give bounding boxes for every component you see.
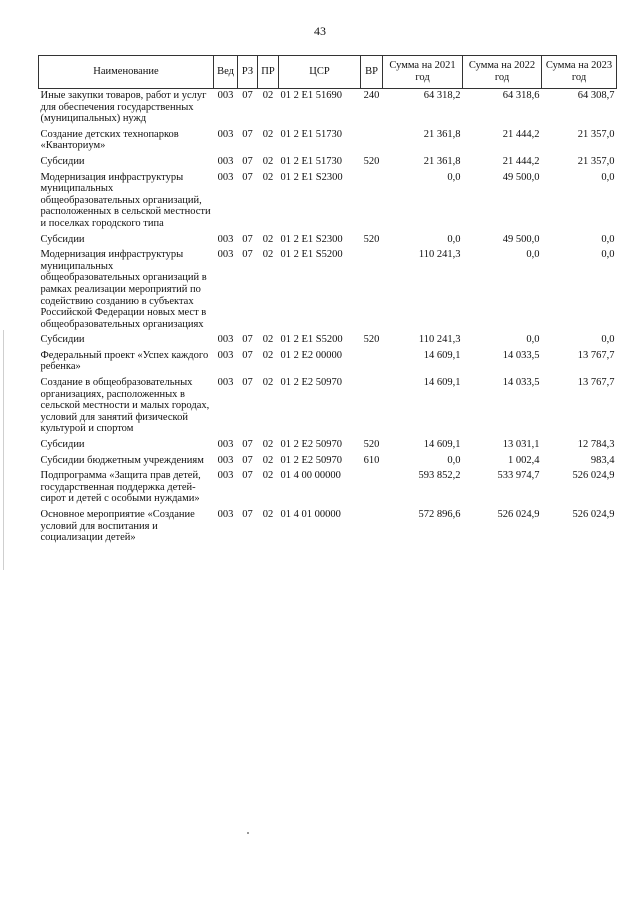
row-sum-2023: 0,0 [601, 233, 615, 245]
row-pr: 02 [262, 454, 274, 466]
row-sum-2021: 110 241,3 [418, 249, 461, 261]
row-pr: 02 [262, 470, 274, 482]
row-name: Субсидии бюджетным учреждениям [40, 454, 204, 466]
row-sum-2021: 21 361,8 [423, 155, 461, 167]
header-pr: ПР [258, 56, 279, 89]
table-body [39, 89, 617, 547]
row-rz: 07 [242, 454, 253, 466]
table-row [39, 454, 617, 470]
row-ved: 003 [217, 171, 234, 183]
row-sum-2021: 0,0 [447, 454, 461, 466]
row-vr: 520 [363, 334, 380, 346]
table-row [39, 349, 617, 376]
row-sum-2021: 14 609,1 [423, 349, 461, 361]
row-sum-2023: 0,0 [601, 171, 615, 183]
row-sum-2023: 12 784,3 [577, 439, 615, 451]
header-csr: ЦСР [279, 56, 361, 89]
row-pr: 02 [262, 90, 274, 101]
scan-speck [247, 832, 249, 834]
row-sum-2022: 14 033,5 [502, 349, 540, 361]
row-rz: 07 [242, 470, 253, 482]
header-vr: ВР [361, 56, 383, 89]
row-name: Подпрограмма «Защита прав детей, государственная поддержка детей-сирот и детей с особыми нуждами» [40, 470, 201, 505]
page-number: 43 [314, 24, 326, 38]
row-sum-2022: 0,0 [526, 334, 540, 346]
row-vr [361, 171, 383, 233]
row-sum-2022: 13 031,1 [502, 439, 540, 451]
row-sum-2021: 64 318,2 [423, 90, 461, 101]
row-ved: 003 [217, 233, 234, 245]
table-row [39, 233, 617, 249]
row-ved: 003 [217, 334, 234, 346]
row-ved: 003 [217, 349, 234, 361]
row-sum-2023: 21 357,0 [577, 155, 615, 167]
row-rz: 07 [242, 439, 253, 451]
row-sum-2022: 49 500,0 [502, 171, 540, 183]
row-pr: 02 [262, 233, 274, 245]
row-ved: 003 [217, 470, 234, 482]
row-pr: 02 [262, 155, 274, 167]
row-vr [361, 376, 383, 438]
row-csr: 01 4 01 00000 [280, 509, 341, 520]
row-vr: 520 [363, 233, 380, 245]
row-sum-2023: 526 024,9 [572, 509, 615, 520]
row-name: Субсидии [40, 439, 85, 451]
row-pr: 02 [262, 334, 274, 346]
row-ved: 003 [217, 249, 234, 261]
row-csr: 01 2 E2 00000 [280, 349, 343, 361]
row-name: Субсидии [40, 334, 85, 346]
row-sum-2022: 49 500,0 [502, 233, 540, 245]
row-csr: 01 2 E2 50970 [280, 439, 343, 451]
table-row [39, 438, 617, 454]
row-ved: 003 [217, 155, 234, 167]
row-rz: 07 [242, 509, 253, 520]
header-ved: Вед [214, 56, 238, 89]
row-pr: 02 [262, 349, 274, 361]
row-sum-2022: 14 033,5 [502, 377, 540, 389]
row-vr [361, 469, 383, 508]
header-sum-2021: Сумма на 2021 год [383, 56, 463, 89]
row-rz: 07 [242, 349, 253, 361]
row-sum-2022: 64 318,6 [502, 90, 540, 101]
row-name: Создание детских технопарков «Кванториум» [40, 128, 179, 152]
row-csr: 01 4 00 00000 [280, 470, 341, 482]
row-sum-2022: 21 444,2 [502, 128, 540, 140]
row-sum-2021: 14 609,1 [423, 439, 461, 451]
row-vr: 520 [363, 155, 380, 167]
table-row [39, 376, 617, 438]
row-ved: 003 [217, 90, 234, 101]
header-rz: РЗ [238, 56, 258, 89]
row-csr: 01 2 E2 50970 [280, 377, 343, 389]
row-sum-2023: 983,4 [590, 454, 615, 466]
row-sum-2022: 526 024,9 [497, 509, 540, 520]
row-pr: 02 [262, 509, 274, 520]
table-row [39, 333, 617, 349]
row-rz: 07 [242, 128, 253, 140]
row-ved: 003 [217, 509, 234, 520]
row-csr: 01 2 E1 S2300 [280, 233, 343, 245]
row-pr: 02 [262, 377, 274, 389]
row-name: Федеральный проект «Успех каждого ребенка» [40, 349, 209, 373]
row-sum-2021: 0,0 [447, 171, 461, 183]
row-ved: 003 [217, 454, 234, 466]
row-ved: 003 [217, 439, 234, 451]
row-ved: 003 [217, 128, 234, 140]
row-name: Субсидии [40, 155, 85, 167]
table-header-row [39, 56, 617, 89]
row-sum-2021: 110 241,3 [418, 334, 461, 346]
row-sum-2022: 21 444,2 [502, 155, 540, 167]
row-sum-2021: 21 361,8 [423, 128, 461, 140]
row-ved: 003 [217, 377, 234, 389]
row-sum-2023: 0,0 [601, 334, 615, 346]
row-csr: 01 2 E1 51690 [280, 90, 343, 101]
table-row [39, 128, 617, 155]
row-name: Субсидии [40, 233, 85, 245]
row-sum-2022: 533 974,7 [497, 470, 540, 482]
table-row [39, 171, 617, 233]
row-csr: 01 2 E1 51730 [280, 128, 343, 140]
row-rz: 07 [242, 377, 253, 389]
row-sum-2022: 1 002,4 [508, 454, 540, 466]
row-rz: 07 [242, 90, 253, 101]
row-csr: 01 2 E1 S5200 [280, 249, 343, 261]
row-csr: 01 2 E1 S5200 [280, 334, 343, 346]
row-sum-2021: 0,0 [447, 233, 461, 245]
row-pr: 02 [262, 171, 274, 183]
row-rz: 07 [242, 155, 253, 167]
scan-margin-line [3, 330, 4, 570]
row-csr: 01 2 E1 S2300 [280, 171, 343, 183]
row-name: Создание в общеобразовательных организациях, расположенных в сельской местности и малых городах, условий для занятий физической культурой и спортом [40, 377, 210, 435]
table-row [39, 469, 617, 508]
row-vr [361, 508, 383, 547]
row-vr [361, 128, 383, 155]
row-name: Модернизация инфраструктуры муниципальных общеобразовательных организаций, расположенных в сельской местности и поселках городского типа [40, 171, 211, 229]
row-rz: 07 [242, 249, 253, 261]
row-rz: 07 [242, 334, 253, 346]
row-name: Иные закупки товаров, работ и услуг для обеспечения государственных (муниципальных) нужд [40, 90, 207, 125]
row-pr: 02 [262, 128, 274, 140]
row-vr [361, 248, 383, 333]
row-sum-2021: 14 609,1 [423, 377, 461, 389]
row-name: Основное мероприятие «Создание условий для воспитания и социализации детей» [40, 509, 195, 544]
table-row [39, 248, 617, 333]
row-vr: 240 [363, 90, 380, 101]
row-pr: 02 [262, 249, 274, 261]
header-sum-2023: Сумма на 2023 год [542, 56, 617, 89]
row-vr: 610 [363, 454, 380, 466]
row-sum-2023: 21 357,0 [577, 128, 615, 140]
row-sum-2023: 64 308,7 [577, 90, 615, 101]
row-sum-2021: 593 852,2 [418, 470, 461, 482]
row-csr: 01 2 E2 50970 [280, 454, 343, 466]
table-row [39, 508, 617, 547]
row-sum-2023: 0,0 [601, 249, 615, 261]
header-name: Наименование [39, 56, 214, 89]
row-sum-2021: 572 896,6 [418, 509, 461, 520]
row-vr: 520 [363, 439, 380, 451]
row-vr [361, 349, 383, 376]
row-sum-2023: 13 767,7 [577, 349, 615, 361]
table-row [39, 155, 617, 171]
row-sum-2022: 0,0 [526, 249, 540, 261]
row-sum-2023: 526 024,9 [572, 470, 615, 482]
row-name: Модернизация инфраструктуры муниципальных общеобразовательных организаций в рамках реализации мероприятий по содействию созданию в субъектах Российской Федерации новых мест в общеобразовательных организациях [40, 249, 207, 330]
row-csr: 01 2 E1 51730 [280, 155, 343, 167]
row-rz: 07 [242, 233, 253, 245]
table-row [39, 89, 617, 128]
header-sum-2022: Сумма на 2022 год [463, 56, 542, 89]
row-rz: 07 [242, 171, 253, 183]
row-pr: 02 [262, 439, 274, 451]
budget-table [38, 55, 617, 547]
row-sum-2023: 13 767,7 [577, 377, 615, 389]
